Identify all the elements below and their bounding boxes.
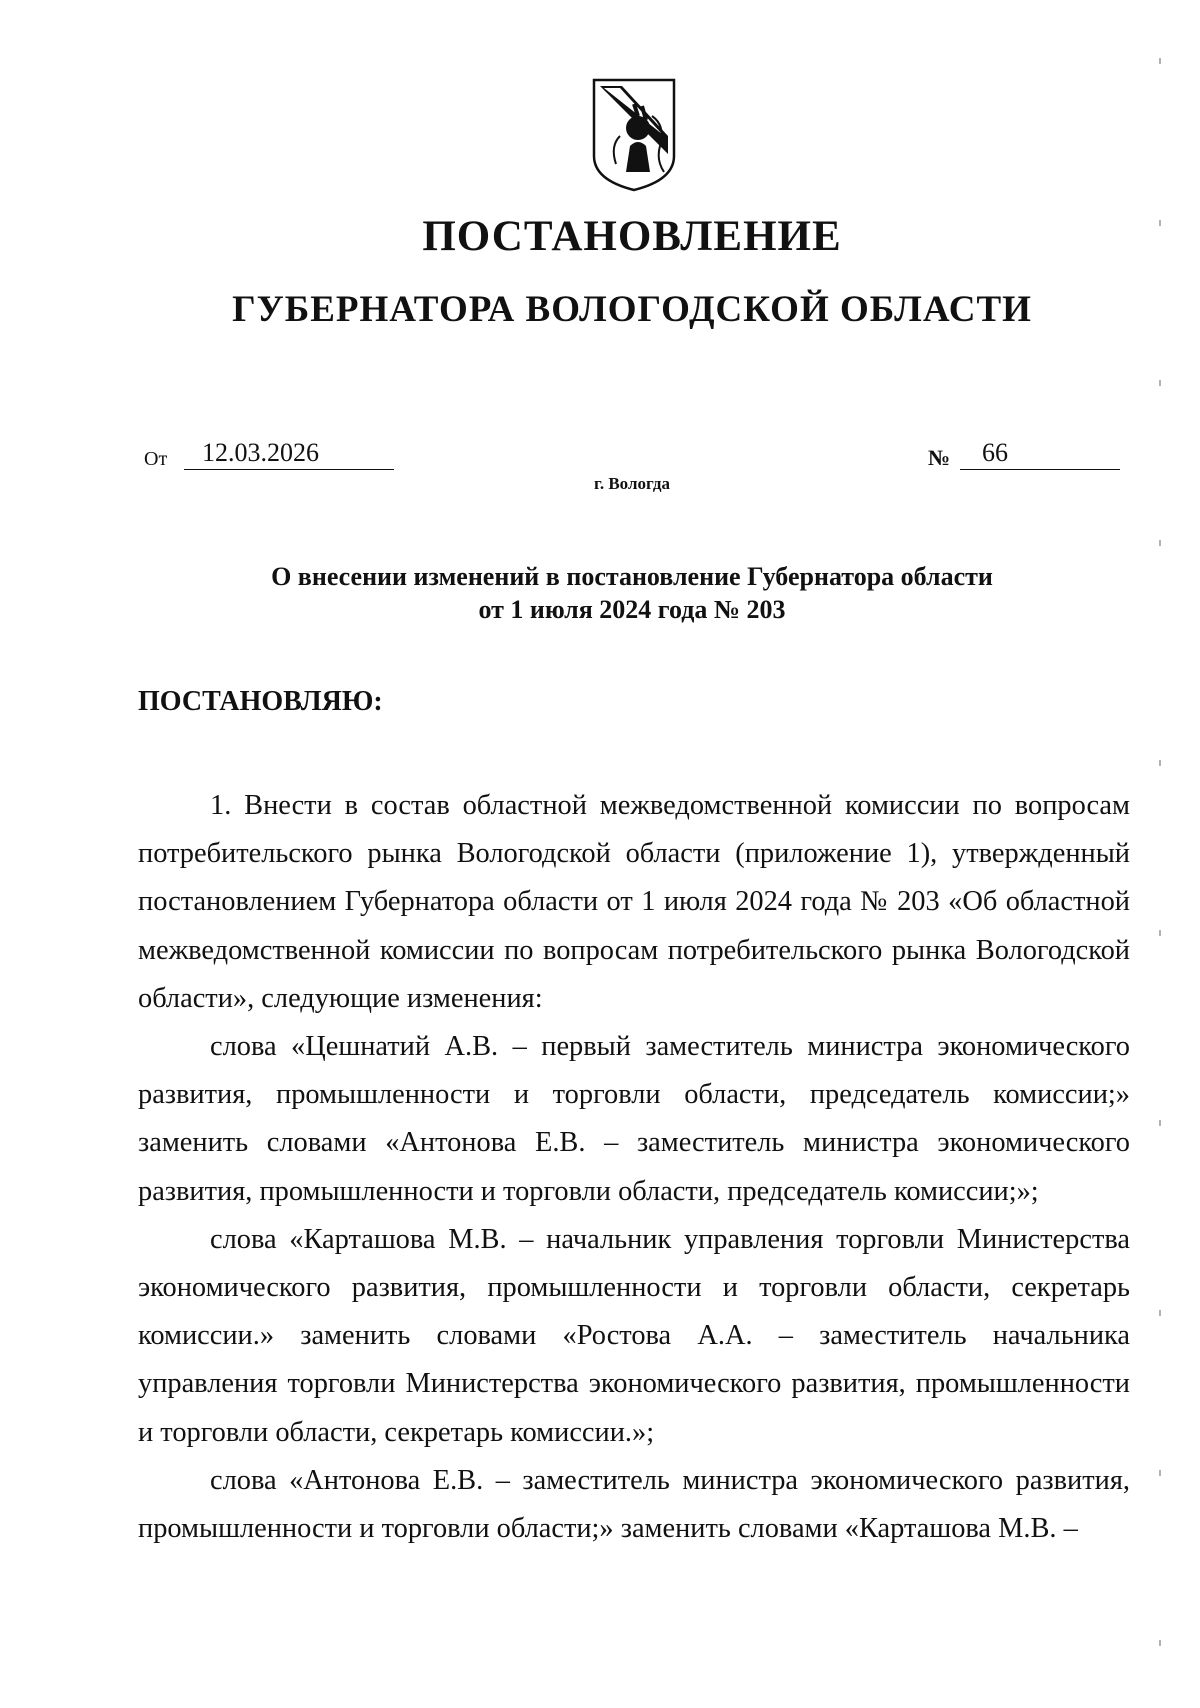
subject-line: от 1 июля 2024 года № 203: [478, 595, 786, 624]
scan-margin-marks: [1140, 0, 1200, 1708]
document-date: 12.03.2026: [184, 438, 394, 470]
document-subject: [0, 560, 1200, 626]
document-number: 66: [960, 438, 1120, 470]
paragraph: слова «Карташова М.В. – начальник управления торговли Министерства экономического развития, промышленности и торговли области, секретарь комиссии.» заменить словами «Ростова А.А. – заместитель начальника управления торговли Министерства экономического развития, промышленности и торговли области, секретарь комиссии.»;: [138, 1223, 1130, 1448]
number-label: №: [928, 445, 951, 470]
date-from-label: От: [144, 448, 168, 470]
issue-city: г. Вологда: [594, 474, 670, 493]
document-title: ПОСТАНОВЛЕНИЕ: [422, 213, 842, 260]
paragraph: слова «Антонова Е.В. – заместитель министра экономического развития, промышленности и торговли области;» заменить словами «Карташова М.В. –: [138, 1464, 1130, 1545]
coat-of-arms-emblem: [590, 76, 678, 194]
paragraph: слова «Цешнатий А.В. – первый заместитель министра экономического развития, промышленности и торговли области, председатель комиссии;» заменить словами «Антонова Е.В. – заместитель министра экономического развития, промышленности и торговли области, председатель комиссии;»;: [138, 1031, 1130, 1207]
paragraph: 1. Внести в состав областной межведомственной комиссии по вопросам потребительского рынка Вологодской области (приложение 1), утвержденный постановлением Губернатора области от 1 июля 2024 года № 203 «Об областной межведомственной комиссии по вопросам потребительского рынка Вологодской области», следующие изменения:: [138, 790, 1130, 1014]
document-authority: ГУБЕРНАТОРА ВОЛОГОДСКОЙ ОБЛАСТИ: [232, 289, 1032, 330]
document-body: [138, 782, 1130, 1553]
decree-heading: ПОСТАНОВЛЯЮ:: [138, 686, 383, 717]
subject-line: О внесении изменений в постановление Губернатора области: [271, 562, 993, 591]
